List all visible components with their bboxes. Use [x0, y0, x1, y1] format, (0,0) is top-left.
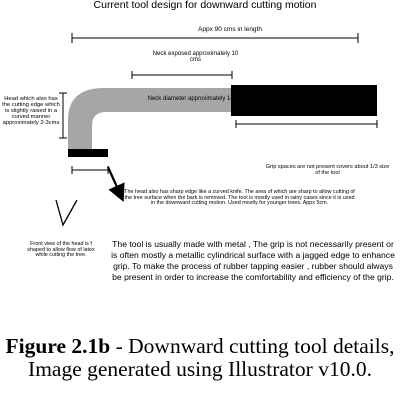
grip-label: Grip spaces are not present covers about 1/3 size of the tool — [265, 164, 390, 176]
figure-caption-text: - Downward cutting tool details, Image generated using Illustrator v10.0. — [28, 334, 395, 381]
neck-exposed-label: Neck exposed approximately 10 cms — [152, 51, 239, 64]
tool-handle — [231, 85, 377, 116]
head-cutting-label: Head which also has the cutting edge which is slightly raised in a curved manner approximately 2-3cms — [2, 96, 60, 127]
figure-caption — [0, 335, 400, 381]
figure-caption-label: Figure 2.1b — [5, 334, 111, 358]
cutting-direction-arrow — [108, 167, 121, 196]
length-label: Appx 90 cms in length — [198, 26, 262, 33]
head-front-view — [56, 200, 77, 225]
neck-diameter-label: Neck diameter approximately 1cm — [147, 96, 239, 102]
diagram-title: Current tool design for downward cutting motion — [93, 0, 317, 11]
description-text: The tool is usually made with metal , The grip is not necessarily present or is often mostly a metallic cylindrical surface with a jagged edge to enhance grip. To make the process of rubber tapping easier , rubber should always be present in order to increase the comfortability and efficiency of the grip. — [111, 239, 395, 282]
sharp-edge-label: The head also has sharp edge like a curved knife. The area of which are sharp to allow cutting of the tree surface when the bark is removed. The tool is mostly used in rainy cases since it is used in the downward cutting motion. Used mostly for younger trees. Appx 5cm. — [124, 189, 355, 207]
cutting-blade — [68, 149, 108, 157]
front-view-label: Front view of the head is f shaped to allow flow of latex while cutting the tree. — [27, 241, 95, 259]
